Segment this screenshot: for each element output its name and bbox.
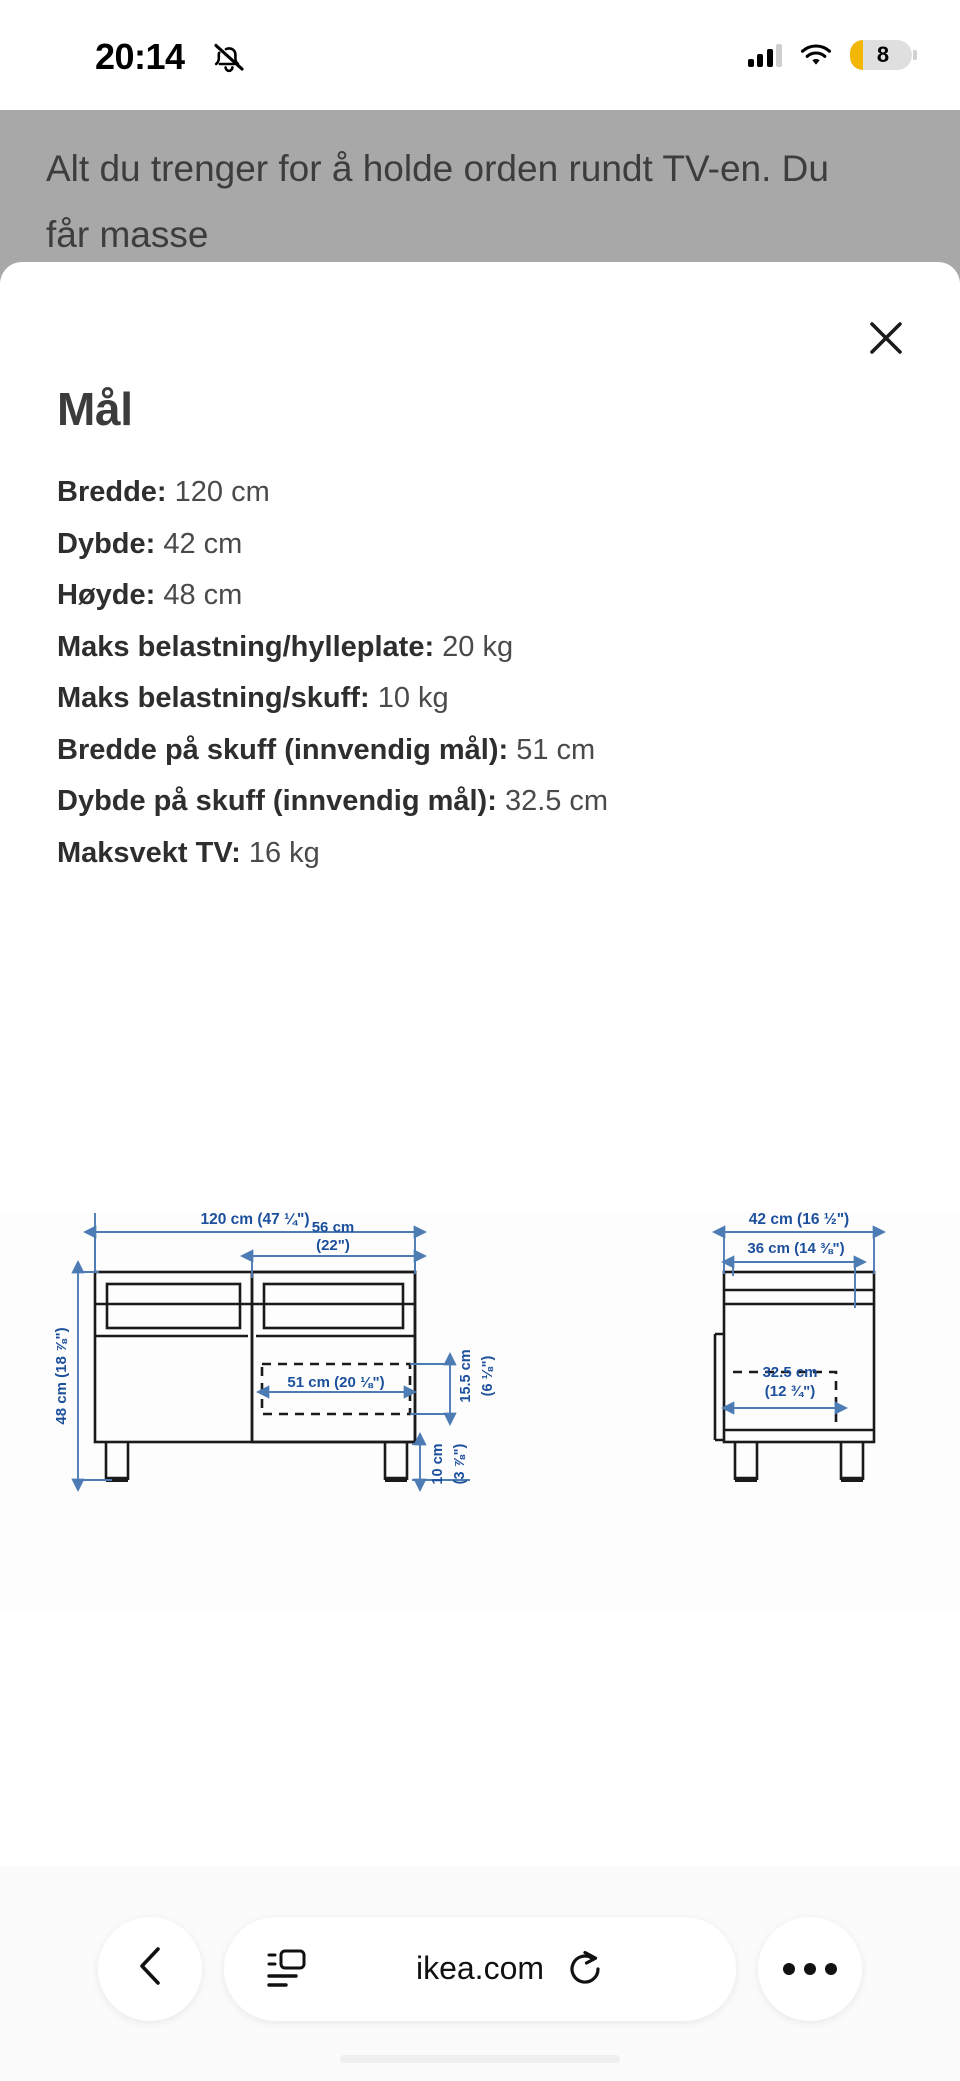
bell-slash-icon (212, 40, 246, 74)
spec-row (57, 570, 897, 622)
close-icon[interactable] (858, 310, 914, 366)
dim-total-height: 48 cm (18 ⅞") (53, 1327, 70, 1425)
spec-label: Maksvekt TV: (57, 836, 241, 869)
spec-label: Bredde: (57, 476, 167, 508)
status-bar-clock: 20:14 (95, 36, 185, 77)
wifi-icon (800, 43, 832, 67)
spec-label: Høyde: (57, 579, 156, 611)
dim-drawer-inner-width: 51 cm (20 ⅛") (287, 1374, 385, 1391)
spec-value: 32.5 cm (504, 785, 609, 817)
url-text: ikea.com (415, 1950, 545, 1986)
dim-total-width: 120 cm (47 ¼") (200, 1212, 310, 1228)
reload-icon[interactable] (566, 1950, 604, 1988)
spec-label: Dybde: (57, 527, 156, 560)
specification-list (57, 467, 897, 879)
dim-drawer-height-l2: (6 ⅛") (480, 1355, 496, 1397)
dim-drawer-height-l1: 15.5 cm (458, 1349, 474, 1403)
dim-right-width-l1: 56 cm (311, 1219, 355, 1236)
browser-toolbar (0, 1866, 960, 2081)
dim-right-width-l2: (22") (316, 1237, 350, 1254)
spec-value: 48 cm (163, 579, 243, 611)
battery-level-label: 8 (876, 42, 890, 67)
spec-value: 42 cm (163, 527, 243, 560)
spec-value: 120 cm (174, 476, 270, 508)
spec-row (57, 776, 897, 828)
spec-label: Bredde på skuff (innvendig mål): (57, 733, 509, 766)
dim-top-depth: 36 cm (14 ⅜") (747, 1240, 845, 1257)
spec-value: 10 kg (377, 682, 449, 714)
cellular-signal-icon (748, 43, 783, 67)
front-dimension-lines (74, 1213, 470, 1480)
page-title: Mål (57, 383, 133, 435)
dim-total-depth: 42 cm (16 ½") (748, 1212, 850, 1228)
spec-row (57, 828, 897, 880)
status-bar-indicators (748, 40, 913, 70)
spec-label: Maks belastning/skuff: (57, 682, 370, 714)
spec-label: Dybde på skuff (innvendig mål): (57, 785, 497, 817)
spec-label: Maks belastning/hylleplate: (57, 630, 435, 663)
back-chevron-icon (133, 1945, 167, 1992)
home-indicator (340, 2055, 620, 2063)
dimension-drawing (0, 1212, 960, 1612)
background-paragraph: Alt du trenger for å holde orden rundt TV-en. Du får masse (46, 148, 829, 255)
dim-leg-height-l2: (3 ⅞") (452, 1443, 468, 1485)
spec-row (57, 673, 897, 725)
spec-value: 20 kg (442, 630, 514, 663)
spec-row (57, 467, 897, 519)
spec-row (57, 622, 897, 674)
back-button[interactable] (98, 1917, 202, 2021)
more-options-button[interactable] (758, 1917, 862, 2021)
dim-leg-height-l1: 10 cm (430, 1443, 446, 1485)
battery-fill (850, 40, 863, 70)
spec-row (57, 519, 897, 571)
more-options-icon (783, 1963, 837, 1975)
reader-mode-icon[interactable] (266, 1948, 306, 1990)
dimensions-modal-sheet (0, 262, 960, 2081)
battery-nub (913, 50, 917, 60)
front-dimension-labels (53, 1212, 496, 1485)
battery-indicator (850, 40, 912, 70)
address-bar[interactable] (224, 1917, 736, 2021)
spec-value: 51 cm (516, 733, 596, 766)
status-bar (0, 0, 960, 110)
spec-value: 16 kg (248, 836, 320, 869)
dim-inner-depth-l2: (12 ¾") (764, 1383, 816, 1400)
spec-row (57, 725, 897, 777)
dim-inner-depth-l1: 32.5 cm (762, 1364, 818, 1381)
